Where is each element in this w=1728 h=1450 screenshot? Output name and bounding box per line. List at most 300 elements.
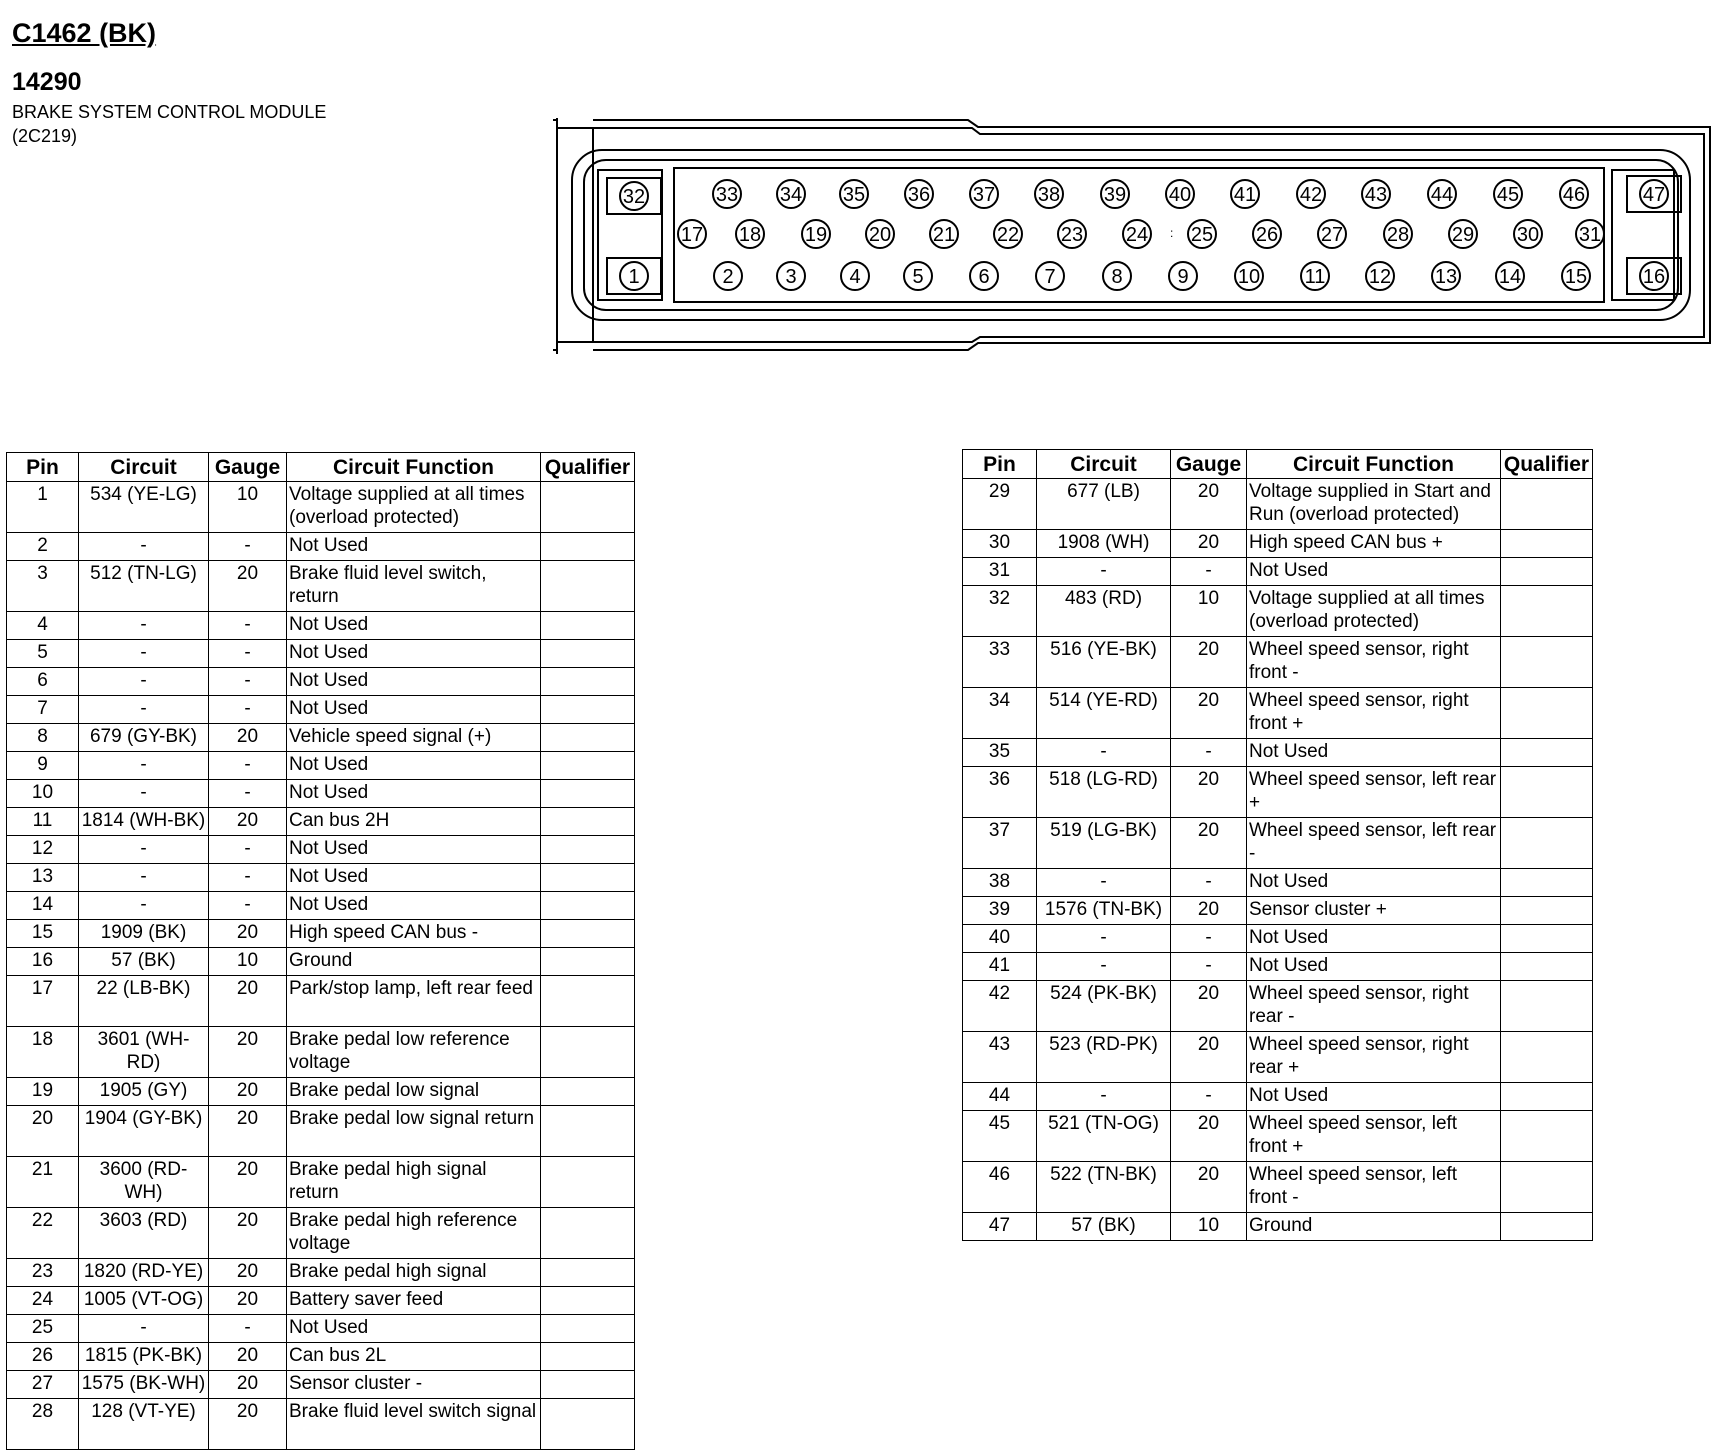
table-row bbox=[7, 612, 635, 640]
cavity-label: 23 bbox=[1060, 224, 1084, 246]
cell-gauge: - bbox=[209, 696, 287, 724]
cell-pin: 42 bbox=[963, 981, 1037, 1032]
cell-circuit-function: Brake pedal low signal return bbox=[287, 1106, 541, 1157]
cell-qualifier bbox=[541, 640, 635, 668]
cell-circuit: 679 (GY-BK) bbox=[79, 724, 209, 752]
cell-circuit-function: Sensor cluster + bbox=[1247, 897, 1501, 925]
cavity-label: 11 bbox=[1304, 266, 1326, 288]
cell-circuit-function: Not Used bbox=[287, 892, 541, 920]
cell-pin: 17 bbox=[7, 976, 79, 1027]
cell-pin: 29 bbox=[963, 479, 1037, 530]
cell-circuit: 522 (TN-BK) bbox=[1037, 1162, 1171, 1213]
cavity-14 bbox=[1496, 262, 1524, 290]
table-row bbox=[963, 869, 1593, 897]
cell-qualifier bbox=[1501, 953, 1593, 981]
cavity-5 bbox=[904, 262, 932, 290]
table-row bbox=[7, 752, 635, 780]
cell-gauge: 20 bbox=[1171, 1162, 1247, 1213]
cavity-label: 41 bbox=[1233, 184, 1257, 206]
cavity-label: 15 bbox=[1564, 266, 1588, 288]
cell-circuit-function: Can bus 2H bbox=[287, 808, 541, 836]
cavity-46 bbox=[1560, 180, 1588, 208]
cavity-39 bbox=[1101, 180, 1129, 208]
cell-circuit: - bbox=[79, 1315, 209, 1343]
part-number: 14290 bbox=[12, 68, 82, 96]
cell-qualifier bbox=[541, 1208, 635, 1259]
cell-circuit-function: Vehicle speed signal (+) bbox=[287, 724, 541, 752]
cell-qualifier bbox=[541, 561, 635, 612]
module-code: (2C219) bbox=[12, 126, 78, 146]
cavity-label: 35 bbox=[842, 184, 866, 206]
table-row bbox=[963, 1162, 1593, 1213]
header-qualifier: Qualifier bbox=[1501, 450, 1593, 479]
cell-pin: 39 bbox=[963, 897, 1037, 925]
cell-gauge: 20 bbox=[209, 920, 287, 948]
cell-circuit: 518 (LG-RD) bbox=[1037, 767, 1171, 818]
cavity-label: 30 bbox=[1516, 224, 1540, 246]
cell-circuit: - bbox=[79, 752, 209, 780]
cavity-31 bbox=[1576, 220, 1604, 248]
cell-gauge: 20 bbox=[209, 1208, 287, 1259]
cell-circuit: 1905 (GY) bbox=[79, 1078, 209, 1106]
cell-gauge: 20 bbox=[209, 1399, 287, 1450]
cell-gauge: 20 bbox=[209, 1371, 287, 1399]
cavity-1 bbox=[607, 258, 661, 294]
cell-circuit: 3601 (WH-RD) bbox=[79, 1027, 209, 1078]
cell-pin: 15 bbox=[7, 920, 79, 948]
cell-gauge: - bbox=[209, 668, 287, 696]
header-circuit-function: Circuit Function bbox=[287, 453, 541, 482]
cell-gauge: 20 bbox=[1171, 818, 1247, 869]
cavity-20 bbox=[866, 220, 894, 248]
table-row bbox=[7, 1078, 635, 1106]
cell-circuit-function: Sensor cluster - bbox=[287, 1371, 541, 1399]
cavity-label: 1 bbox=[628, 266, 640, 288]
cell-circuit: 3600 (RD-WH) bbox=[79, 1157, 209, 1208]
cell-qualifier bbox=[541, 1078, 635, 1106]
table-row bbox=[7, 836, 635, 864]
cell-circuit: 483 (RD) bbox=[1037, 586, 1171, 637]
cell-gauge: - bbox=[1171, 869, 1247, 897]
cell-circuit: 128 (VT-YE) bbox=[79, 1399, 209, 1450]
cell-circuit-function: Brake pedal low signal bbox=[287, 1078, 541, 1106]
cavity-47 bbox=[1627, 176, 1681, 212]
cavity-label: 43 bbox=[1364, 184, 1388, 206]
table-row bbox=[963, 981, 1593, 1032]
cell-circuit-function: Voltage supplied at all times (overload protected) bbox=[1247, 586, 1501, 637]
cavity-38 bbox=[1035, 180, 1063, 208]
cavity-label: 7 bbox=[1044, 266, 1056, 288]
cell-gauge: 20 bbox=[1171, 530, 1247, 558]
cavity-label: 47 bbox=[1642, 184, 1666, 206]
cell-circuit: - bbox=[79, 696, 209, 724]
table-row bbox=[963, 1032, 1593, 1083]
cavity-label: 21 bbox=[932, 224, 956, 246]
cell-qualifier bbox=[541, 1343, 635, 1371]
cavity-40 bbox=[1166, 180, 1194, 208]
cell-circuit-function: Voltage supplied at all times (overload protected) bbox=[287, 482, 541, 533]
cavity-32 bbox=[607, 178, 661, 214]
table-row bbox=[7, 808, 635, 836]
cell-circuit-function: Brake pedal low reference voltage bbox=[287, 1027, 541, 1078]
cell-qualifier bbox=[1501, 1083, 1593, 1111]
cavity-label: 40 bbox=[1168, 184, 1192, 206]
cell-pin: 24 bbox=[7, 1287, 79, 1315]
cavity-label: 8 bbox=[1111, 266, 1123, 288]
cell-qualifier bbox=[1501, 897, 1593, 925]
cavity-label: 28 bbox=[1386, 224, 1410, 246]
cell-circuit: 1908 (WH) bbox=[1037, 530, 1171, 558]
cell-circuit-function: Brake pedal high signal return bbox=[287, 1157, 541, 1208]
cavity-label: 10 bbox=[1237, 266, 1261, 288]
cell-circuit: 519 (LG-BK) bbox=[1037, 818, 1171, 869]
cavity-27 bbox=[1318, 220, 1346, 248]
cell-gauge: 20 bbox=[209, 1078, 287, 1106]
cavity-label: 22 bbox=[996, 224, 1020, 246]
cell-circuit-function: High speed CAN bus + bbox=[1247, 530, 1501, 558]
cavity-18 bbox=[736, 220, 764, 248]
cell-gauge: - bbox=[209, 752, 287, 780]
cell-gauge: - bbox=[1171, 558, 1247, 586]
cavity-label: 5 bbox=[912, 266, 924, 288]
cell-gauge: 20 bbox=[1171, 688, 1247, 739]
table-row bbox=[963, 637, 1593, 688]
cavity-42 bbox=[1297, 180, 1325, 208]
cell-circuit: 57 (BK) bbox=[79, 948, 209, 976]
cell-qualifier bbox=[541, 1287, 635, 1315]
header-gauge: Gauge bbox=[209, 453, 287, 482]
table-row bbox=[7, 640, 635, 668]
cell-pin: 32 bbox=[963, 586, 1037, 637]
cell-gauge: 20 bbox=[209, 1157, 287, 1208]
cell-pin: 19 bbox=[7, 1078, 79, 1106]
cavity-label: 18 bbox=[738, 224, 762, 246]
cell-circuit-function: Not Used bbox=[287, 640, 541, 668]
cavity-label: 24 bbox=[1125, 224, 1149, 246]
table-row bbox=[963, 586, 1593, 637]
table-row bbox=[963, 479, 1593, 530]
cell-pin: 37 bbox=[963, 818, 1037, 869]
header-circuit-function: Circuit Function bbox=[1247, 450, 1501, 479]
cell-pin: 2 bbox=[7, 533, 79, 561]
cell-qualifier bbox=[541, 482, 635, 533]
cell-circuit: 1575 (BK-WH) bbox=[79, 1371, 209, 1399]
cell-pin: 13 bbox=[7, 864, 79, 892]
cavity-label: 29 bbox=[1451, 224, 1475, 246]
cavity-9 bbox=[1169, 262, 1197, 290]
table-row bbox=[7, 696, 635, 724]
cell-pin: 1 bbox=[7, 482, 79, 533]
table-row bbox=[7, 1027, 635, 1078]
table-row bbox=[963, 953, 1593, 981]
cell-pin: 5 bbox=[7, 640, 79, 668]
cell-qualifier bbox=[1501, 586, 1593, 637]
table-row bbox=[7, 1371, 635, 1399]
table-row bbox=[963, 530, 1593, 558]
cell-circuit-function: Not Used bbox=[1247, 953, 1501, 981]
table-row bbox=[7, 1208, 635, 1259]
cell-circuit-function: Not Used bbox=[1247, 925, 1501, 953]
table-row bbox=[7, 780, 635, 808]
cell-gauge: 20 bbox=[209, 1287, 287, 1315]
cavity-label: 34 bbox=[779, 184, 803, 206]
table-row bbox=[963, 1111, 1593, 1162]
cell-gauge: - bbox=[1171, 925, 1247, 953]
table-row bbox=[963, 897, 1593, 925]
table-header-row bbox=[7, 453, 635, 482]
cavity-label: 25 bbox=[1190, 224, 1214, 246]
table-row bbox=[963, 818, 1593, 869]
cavity-45 bbox=[1494, 180, 1522, 208]
cell-pin: 47 bbox=[963, 1213, 1037, 1241]
cell-gauge: 20 bbox=[1171, 479, 1247, 530]
cell-circuit: - bbox=[79, 533, 209, 561]
cell-pin: 8 bbox=[7, 724, 79, 752]
cell-circuit: - bbox=[1037, 869, 1171, 897]
cell-qualifier bbox=[1501, 1111, 1593, 1162]
cell-pin: 26 bbox=[7, 1343, 79, 1371]
cell-qualifier bbox=[541, 976, 635, 1027]
cavity-label: 27 bbox=[1320, 224, 1344, 246]
cell-pin: 22 bbox=[7, 1208, 79, 1259]
cell-circuit-function: Voltage supplied in Start and Run (overload protected) bbox=[1247, 479, 1501, 530]
cell-circuit-function: Battery saver feed bbox=[287, 1287, 541, 1315]
cavity-13 bbox=[1432, 262, 1460, 290]
table-row bbox=[963, 767, 1593, 818]
table-row bbox=[7, 1259, 635, 1287]
cell-circuit: - bbox=[1037, 953, 1171, 981]
cell-gauge: 20 bbox=[1171, 637, 1247, 688]
cell-circuit: - bbox=[79, 668, 209, 696]
cell-qualifier bbox=[541, 780, 635, 808]
cavity-label: 39 bbox=[1103, 184, 1127, 206]
cell-qualifier bbox=[541, 920, 635, 948]
cavity-37 bbox=[970, 180, 998, 208]
cell-circuit-function: Not Used bbox=[1247, 1083, 1501, 1111]
cell-circuit-function: Not Used bbox=[1247, 558, 1501, 586]
cell-qualifier bbox=[541, 836, 635, 864]
table-row bbox=[7, 668, 635, 696]
cavity-label: 3 bbox=[785, 266, 797, 288]
table-row bbox=[7, 533, 635, 561]
cavity-12 bbox=[1366, 262, 1394, 290]
cell-circuit: 523 (RD-PK) bbox=[1037, 1032, 1171, 1083]
cavity-label: 6 bbox=[978, 266, 990, 288]
cell-circuit-function: Not Used bbox=[287, 612, 541, 640]
cell-gauge: 20 bbox=[209, 561, 287, 612]
cavity-4 bbox=[841, 262, 869, 290]
cell-qualifier bbox=[1501, 1213, 1593, 1241]
cell-circuit-function: Wheel speed sensor, right front - bbox=[1247, 637, 1501, 688]
cavity-label: 2 bbox=[722, 266, 734, 288]
cell-pin: 14 bbox=[7, 892, 79, 920]
cavity-6 bbox=[970, 262, 998, 290]
cavity-43 bbox=[1362, 180, 1390, 208]
cell-gauge: 20 bbox=[209, 1259, 287, 1287]
cell-qualifier bbox=[541, 724, 635, 752]
cell-pin: 4 bbox=[7, 612, 79, 640]
cavity-label: 46 bbox=[1562, 184, 1586, 206]
cell-pin: 41 bbox=[963, 953, 1037, 981]
cell-qualifier bbox=[541, 1399, 635, 1450]
table-row bbox=[7, 920, 635, 948]
cavity-33 bbox=[713, 180, 741, 208]
cell-circuit-function: Not Used bbox=[287, 780, 541, 808]
cell-circuit: - bbox=[1037, 925, 1171, 953]
table-row bbox=[7, 1106, 635, 1157]
cell-circuit-function: Not Used bbox=[287, 864, 541, 892]
cell-gauge: 20 bbox=[209, 808, 287, 836]
cell-gauge: 10 bbox=[1171, 586, 1247, 637]
cell-pin: 35 bbox=[963, 739, 1037, 767]
cell-circuit: 514 (YE-RD) bbox=[1037, 688, 1171, 739]
cell-gauge: 10 bbox=[209, 948, 287, 976]
cavity-19 bbox=[802, 220, 830, 248]
cell-gauge: - bbox=[209, 640, 287, 668]
cell-pin: 45 bbox=[963, 1111, 1037, 1162]
cell-gauge: 20 bbox=[209, 976, 287, 1027]
cavity-16 bbox=[1627, 258, 1681, 294]
cell-circuit-function: Wheel speed sensor, right front + bbox=[1247, 688, 1501, 739]
cell-pin: 33 bbox=[963, 637, 1037, 688]
cell-gauge: - bbox=[209, 612, 287, 640]
cell-pin: 31 bbox=[963, 558, 1037, 586]
cell-qualifier bbox=[541, 696, 635, 724]
cell-circuit: 521 (TN-OG) bbox=[1037, 1111, 1171, 1162]
cell-circuit: - bbox=[79, 612, 209, 640]
cavity-11 bbox=[1301, 262, 1329, 290]
cell-pin: 43 bbox=[963, 1032, 1037, 1083]
cavity-23 bbox=[1058, 220, 1086, 248]
cell-circuit-function: Brake pedal high signal bbox=[287, 1259, 541, 1287]
cell-circuit-function: Ground bbox=[1247, 1213, 1501, 1241]
cell-qualifier bbox=[541, 1027, 635, 1078]
cell-gauge: - bbox=[209, 533, 287, 561]
cell-pin: 46 bbox=[963, 1162, 1037, 1213]
cell-pin: 9 bbox=[7, 752, 79, 780]
cell-qualifier bbox=[541, 892, 635, 920]
cavity-label: 32 bbox=[622, 186, 646, 208]
cell-qualifier bbox=[1501, 1032, 1593, 1083]
table-row bbox=[7, 1343, 635, 1371]
table-row bbox=[963, 925, 1593, 953]
table-row bbox=[7, 976, 635, 1027]
cell-qualifier bbox=[541, 864, 635, 892]
cell-qualifier bbox=[1501, 688, 1593, 739]
cell-circuit-function: Not Used bbox=[1247, 869, 1501, 897]
table-row bbox=[7, 482, 635, 533]
cavity-29 bbox=[1449, 220, 1477, 248]
cell-circuit: 3603 (RD) bbox=[79, 1208, 209, 1259]
cavity-41 bbox=[1231, 180, 1259, 208]
cell-gauge: 20 bbox=[1171, 897, 1247, 925]
cell-gauge: 20 bbox=[209, 1343, 287, 1371]
table-row bbox=[963, 1213, 1593, 1241]
cell-pin: 7 bbox=[7, 696, 79, 724]
cavity-21 bbox=[930, 220, 958, 248]
cell-circuit: 512 (TN-LG) bbox=[79, 561, 209, 612]
header-qualifier: Qualifier bbox=[541, 453, 635, 482]
cell-circuit-function: Not Used bbox=[287, 533, 541, 561]
cell-circuit: - bbox=[79, 836, 209, 864]
cell-circuit-function: Park/stop lamp, left rear feed bbox=[287, 976, 541, 1027]
cavity-label: 44 bbox=[1430, 184, 1454, 206]
cell-pin: 36 bbox=[963, 767, 1037, 818]
cell-pin: 6 bbox=[7, 668, 79, 696]
cavity-label: 16 bbox=[1642, 266, 1666, 288]
cell-qualifier bbox=[541, 612, 635, 640]
cavity-24 bbox=[1123, 220, 1151, 248]
cavity-label: 20 bbox=[868, 224, 892, 246]
cell-circuit-function: Not Used bbox=[287, 752, 541, 780]
cell-pin: 38 bbox=[963, 869, 1037, 897]
cell-qualifier bbox=[1501, 925, 1593, 953]
cell-circuit-function: Wheel speed sensor, right rear - bbox=[1247, 981, 1501, 1032]
cell-qualifier bbox=[541, 1106, 635, 1157]
cell-qualifier bbox=[1501, 1162, 1593, 1213]
table-row bbox=[7, 561, 635, 612]
cavity-2 bbox=[714, 262, 742, 290]
cell-circuit: 1815 (PK-BK) bbox=[79, 1343, 209, 1371]
cell-qualifier bbox=[1501, 530, 1593, 558]
cell-pin: 34 bbox=[963, 688, 1037, 739]
cavity-8 bbox=[1103, 262, 1131, 290]
header-pin: Pin bbox=[7, 453, 79, 482]
cell-circuit: - bbox=[79, 892, 209, 920]
cell-pin: 30 bbox=[963, 530, 1037, 558]
cell-qualifier bbox=[541, 1371, 635, 1399]
cell-circuit-function: Not Used bbox=[287, 668, 541, 696]
cavity-label: 31 bbox=[1578, 224, 1602, 246]
cell-circuit-function: Wheel speed sensor, left front + bbox=[1247, 1111, 1501, 1162]
cell-circuit-function: Brake pedal high reference voltage bbox=[287, 1208, 541, 1259]
cell-circuit-function: Not Used bbox=[1247, 739, 1501, 767]
cell-circuit-function: Can bus 2L bbox=[287, 1343, 541, 1371]
table-row bbox=[963, 739, 1593, 767]
cell-circuit-function: Not Used bbox=[287, 1315, 541, 1343]
cavity-label: 17 bbox=[680, 224, 704, 246]
cavity-label: 13 bbox=[1434, 266, 1458, 288]
cavity-35 bbox=[840, 180, 868, 208]
cell-gauge: - bbox=[1171, 953, 1247, 981]
cell-circuit-function: Ground bbox=[287, 948, 541, 976]
cell-circuit-function: Brake fluid level switch, return bbox=[287, 561, 541, 612]
cell-circuit: 1820 (RD-YE) bbox=[79, 1259, 209, 1287]
cell-pin: 25 bbox=[7, 1315, 79, 1343]
cell-circuit-function: Wheel speed sensor, left rear + bbox=[1247, 767, 1501, 818]
cavity-25 bbox=[1188, 220, 1216, 248]
cavity-label: 45 bbox=[1496, 184, 1520, 206]
cavity-17 bbox=[678, 220, 706, 248]
cavity-22 bbox=[994, 220, 1022, 248]
cell-pin: 44 bbox=[963, 1083, 1037, 1111]
cell-pin: 40 bbox=[963, 925, 1037, 953]
cavity-label: 12 bbox=[1368, 266, 1392, 288]
cell-pin: 27 bbox=[7, 1371, 79, 1399]
cell-circuit: 22 (LB-BK) bbox=[79, 976, 209, 1027]
cavity-label: 19 bbox=[804, 224, 828, 246]
header-circuit: Circuit bbox=[79, 453, 209, 482]
table-row bbox=[7, 1315, 635, 1343]
table-row bbox=[7, 948, 635, 976]
cell-pin: 21 bbox=[7, 1157, 79, 1208]
table-row bbox=[7, 1157, 635, 1208]
cell-circuit-function: Wheel speed sensor, right rear + bbox=[1247, 1032, 1501, 1083]
module-name: BRAKE SYSTEM CONTROL MODULE bbox=[12, 102, 327, 122]
cell-pin: 20 bbox=[7, 1106, 79, 1157]
cell-gauge: - bbox=[209, 780, 287, 808]
pinout-table-right bbox=[962, 449, 1593, 1241]
